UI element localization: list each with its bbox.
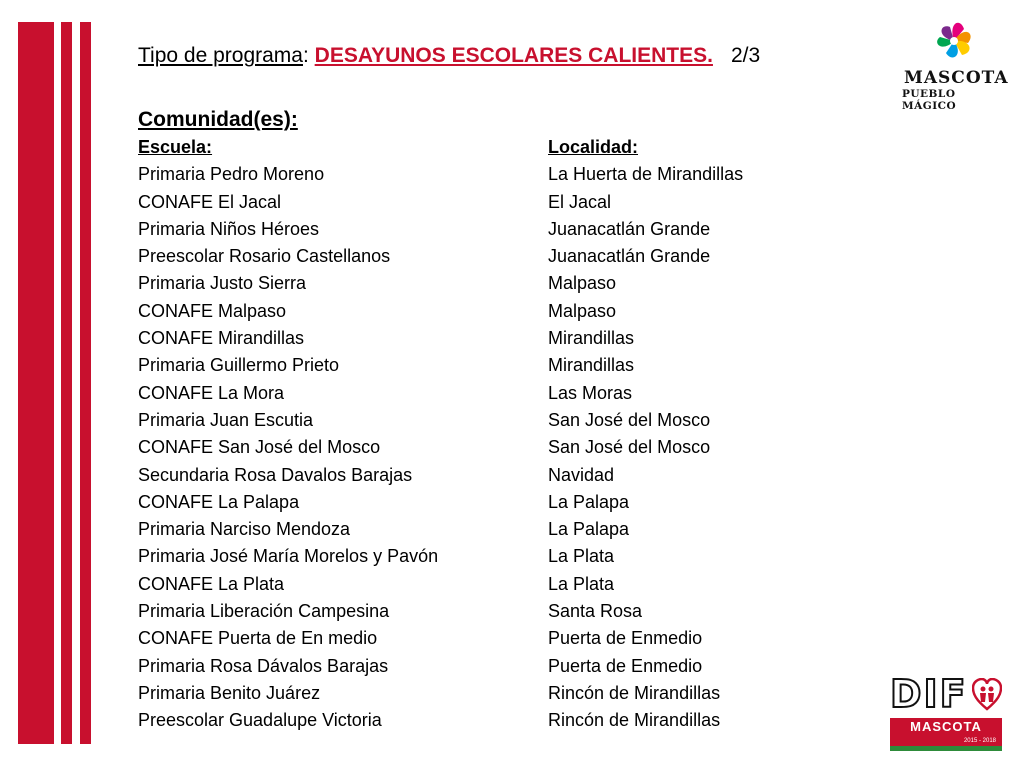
dif-green-stripe (890, 746, 1002, 751)
locality-name: Mirandillas (548, 355, 635, 376)
locality-name: San José del Mosco (548, 437, 711, 458)
locality-name: Las Moras (548, 382, 633, 403)
slide-content (138, 42, 838, 735)
locality-name: Rincón de Mirandillas (548, 710, 721, 731)
school-name: Primaria José María Morelos y Pavón (138, 546, 439, 567)
mascota-wordmark: MASCOTA (904, 68, 1009, 88)
table-row (138, 680, 838, 707)
locality-name: La Huerta de Mirandillas (548, 164, 744, 185)
table-row (138, 161, 838, 188)
school-name: CONAFE Puerta de En medio (138, 628, 378, 649)
locality-name: Juanacatlán Grande (548, 246, 711, 267)
table-row (138, 625, 838, 652)
locality-name: Malpaso (548, 300, 617, 321)
locality-column-header: Localidad: (548, 137, 639, 157)
left-stripe-thin (80, 22, 91, 744)
school-name: Primaria Liberación Campesina (138, 601, 390, 622)
locality-name: Puerta de Enmedio (548, 628, 703, 649)
table-row (138, 462, 838, 489)
table-row (138, 598, 838, 625)
dif-wordmark: DIF (890, 672, 968, 716)
table-row (138, 707, 838, 734)
school-list (138, 161, 838, 734)
page-indicator: 2/3 (730, 44, 761, 67)
left-stripe-wide (18, 22, 54, 744)
school-name: Preescolar Rosario Castellanos (138, 246, 391, 267)
school-name: CONAFE Malpaso (138, 300, 287, 321)
school-name: Primaria Niños Héroes (138, 218, 320, 239)
table-header (138, 134, 838, 161)
school-name: Primaria Juan Escutia (138, 409, 314, 430)
table-row (138, 270, 838, 297)
school-name: CONAFE La Palapa (138, 491, 300, 512)
communities-heading: Comunidad(es): (138, 108, 298, 131)
dif-mascota-logo (888, 672, 1006, 752)
table-row (138, 489, 838, 516)
table-row (138, 352, 838, 379)
school-name: Primaria Guillermo Prieto (138, 355, 340, 376)
table-row (138, 298, 838, 325)
school-name: CONAFE San José del Mosco (138, 437, 381, 458)
locality-name: Puerta de Enmedio (548, 655, 703, 676)
title-colon: : (302, 44, 315, 67)
locality-name: La Palapa (548, 491, 630, 512)
school-name: CONAFE La Plata (138, 573, 285, 594)
table-row (138, 243, 838, 270)
table-row (138, 516, 838, 543)
locality-name: Rincón de Mirandillas (548, 682, 721, 703)
locality-name: La Plata (548, 546, 615, 567)
school-name: CONAFE La Mora (138, 382, 285, 403)
school-column-header: Escuela: (138, 137, 213, 157)
school-name: Primaria Pedro Moreno (138, 164, 325, 185)
table-row (138, 543, 838, 570)
locality-name: Navidad (548, 464, 615, 485)
school-name: Primaria Benito Juárez (138, 682, 321, 703)
locality-name: San José del Mosco (548, 409, 711, 430)
locality-name: Juanacatlán Grande (548, 218, 711, 239)
table-row (138, 189, 838, 216)
program-type: DESAYUNOS ESCOLARES CALIENTES. (314, 44, 713, 67)
table-row (138, 653, 838, 680)
heart-family-icon (972, 678, 1002, 712)
dif-mascota-bar: MASCOTA (890, 718, 1002, 736)
program-title (138, 42, 838, 70)
school-name: Primaria Justo Sierra (138, 273, 307, 294)
school-name: CONAFE El Jacal (138, 191, 282, 212)
table-row (138, 434, 838, 461)
dif-years: 2015 - 2018 (890, 736, 1002, 746)
locality-name: Mirandillas (548, 328, 635, 349)
table-row (138, 325, 838, 352)
pueblo-magico-wordmark: PUEBLO MÁGICO (902, 88, 957, 112)
flower-icon (924, 14, 984, 66)
table-row (138, 216, 838, 243)
table-row (138, 380, 838, 407)
school-name: Preescolar Guadalupe Victoria (138, 710, 382, 731)
type-label: Tipo de programa (138, 44, 303, 67)
mascota-logo (898, 14, 1009, 112)
school-name: CONAFE Mirandillas (138, 328, 305, 349)
school-name: Primaria Narciso Mendoza (138, 519, 351, 540)
table-row (138, 571, 838, 598)
locality-name: Santa Rosa (548, 601, 643, 622)
left-stripe-mid (61, 22, 72, 744)
table-row (138, 407, 838, 434)
locality-name: La Palapa (548, 519, 630, 540)
locality-name: Malpaso (548, 273, 617, 294)
school-name: Secundaria Rosa Davalos Barajas (138, 464, 413, 485)
school-name: Primaria Rosa Dávalos Barajas (138, 655, 389, 676)
locality-name: La Plata (548, 573, 615, 594)
locality-name: El Jacal (548, 191, 612, 212)
